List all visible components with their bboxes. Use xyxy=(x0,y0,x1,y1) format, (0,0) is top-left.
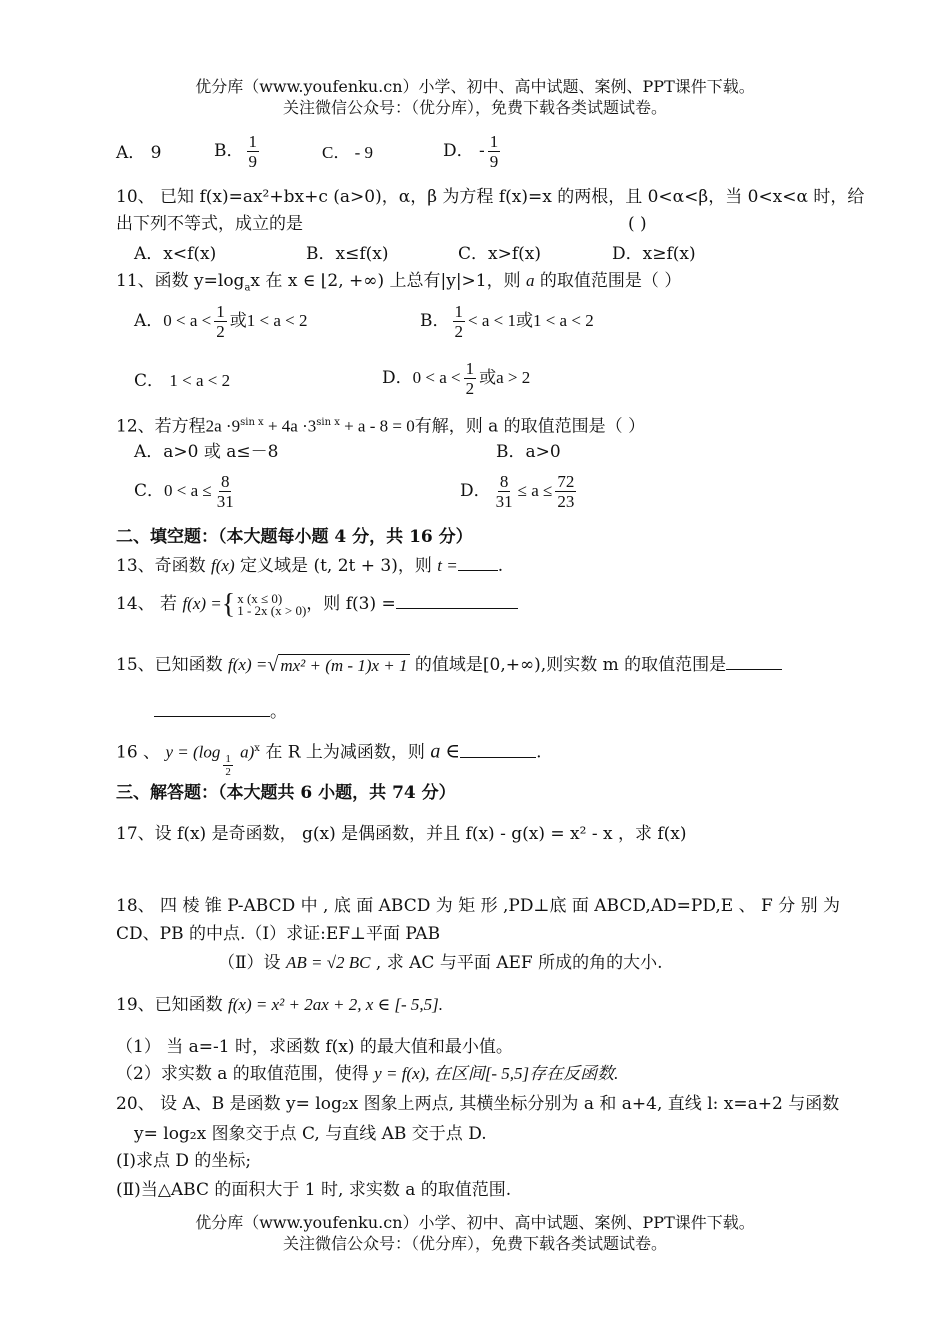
q13-stem: 13、奇函数 f(x) 定义域是 (t, 2t + 3)，则 t = . xyxy=(116,556,504,576)
q12-option-a: A．a>0 或 a≤－8 xyxy=(134,442,279,462)
q15-stem: 15、已知函数 f(x) = √ mx² + (m - 1)x + 1 的值域是[0,+∞),则实数 m 的取值范围是 xyxy=(116,653,782,677)
header-line-1: 优分库（www.youfenku.cn）小学、初中、高中试题、案例、PPT课件下载。 xyxy=(195,77,755,96)
q10-option-a: A．x<f(x) xyxy=(134,244,217,264)
q9-option-c: C． - 9 xyxy=(322,143,373,162)
q16-stem: 16 、 y = (log $\frac{1}{2}$ a)$^x$ 在 R 上为减函数，则 a ∈ . xyxy=(116,740,542,779)
q18-part-2: （Ⅱ）设 AB = √2 BC , 求 AC 与平面 AEF 所成的角的大小. xyxy=(218,953,663,973)
q10-answer-paren: ( ) xyxy=(628,214,647,234)
q10-option-b: B．x≤f(x) xyxy=(306,244,389,264)
q12-option-b: B．a>0 xyxy=(496,442,561,462)
q19-part-2: （2）求实数 a 的取值范围，使得 y = f(x), 在区间[- 5,5]存在反函数. xyxy=(116,1064,619,1084)
q11-stem: 11、函数 $y=\log_ax$ 在 x ∈ ⌊2, +∞) 上总有|y|>1，则 a 的取值范围是（ ） xyxy=(116,271,682,294)
q20-stem-line-2: y= log₂x 图象交于点 C, 与直线 AB 交于点 D. xyxy=(134,1124,487,1144)
q10-option-d: D．x≥f(x) xyxy=(612,244,696,264)
q11-option-d: D．0 < a < $\frac{1}{2}$ 或a > 2 xyxy=(382,359,531,398)
q10-option-c: C．x>f(x) xyxy=(458,244,541,264)
q17-stem: 17、设 f(x) 是奇函数， g(x) 是偶函数，并且 f(x) - g(x) = x² - x ，求 f(x) xyxy=(116,824,687,844)
q20-part-1: (Ⅰ)求点 D 的坐标; xyxy=(116,1151,252,1171)
section-2-heading: 二、填空题：（本大题每小题 4 分，共 16 分） xyxy=(116,527,473,547)
q10-stem-line-1: 10、 已知 f(x)=ax²+bx+c (a>0)，α，β 为方程 f(x)=x 的两根，且 0<α<β，当 0<x<α 时，给 xyxy=(116,187,865,207)
q15-blank-continuation: 。 xyxy=(154,700,287,723)
q11-option-a: A．0 < a < $\frac{1}{2}$ 或1 < a < 2 xyxy=(134,302,308,341)
q20-stem-line-1: 20、 设 A、B 是函数 y= log₂x 图象上两点, 其横坐标分别为 a 和 a+4, 直线 l: x=a+2 与函数 xyxy=(116,1094,840,1114)
q9-option-b: B． $\frac{1}{9}$ xyxy=(214,132,257,171)
q10-stem-line-2: 出下列不等式，成立的是 xyxy=(116,214,303,234)
q12-stem: 12、若方程$2a \cdot 9^{sin x} + 4a \cdot 3^{sin x} + a - 8 = 0$有解，则 a 的取值范围是（ ） xyxy=(116,416,646,437)
q20-part-2: (Ⅱ)当△ABC 的面积大于 1 时, 求实数 a 的取值范围. xyxy=(116,1180,512,1200)
q18-stem-line-2: CD、PB 的中点.（Ⅰ）求证:EF⊥平面 PAB xyxy=(116,924,441,944)
section-3-heading: 三、解答题：（本大题共 6 小题，共 74 分） xyxy=(116,783,456,803)
q18-stem-line-1: 18、 四 棱 锥 P-ABCD 中 , 底 面 ABCD 为 矩 形 ,PD⊥底 面 ABCD,AD=PD,E 、 F 分 别 为 xyxy=(116,896,841,916)
q12-option-c: C．0 < a ≤ $\frac{8}{31}$ xyxy=(134,472,234,511)
q19-stem: 19、已知函数 f(x) = x² + 2ax + 2, x ∈ [- 5,5]. xyxy=(116,995,444,1015)
q9-option-a: A． 9 xyxy=(116,143,162,163)
q11-option-b: B． $\frac{1}{2}$ < a < 1或1 < a < 2 xyxy=(420,302,594,341)
q19-part-1: （1） 当 a=-1 时，求函数 f(x) 的最大值和最小值。 xyxy=(116,1037,513,1057)
header-line-2: 关注微信公众号：（优分库），免费下载各类试题试卷。 xyxy=(282,98,667,117)
footer-line-2: 关注微信公众号：（优分库），免费下载各类试题试卷。 xyxy=(282,1234,667,1253)
q9-option-d: D． - $\frac{1}{9}$ xyxy=(443,132,499,171)
footer-line-1: 优分库（www.youfenku.cn）小学、初中、高中试题、案例、PPT课件下载。 xyxy=(195,1213,755,1232)
q11-option-c: C． 1 < a < 2 xyxy=(134,371,231,391)
q14-stem: 14、 若 f(x) = { x (x ≤ 0) 1 - 2x (x > 0) ，则 f(3) = xyxy=(116,592,518,617)
q12-option-d: D． $\frac{8}{31}$ ≤ a ≤ $\frac{72}{23}$ xyxy=(460,472,575,511)
